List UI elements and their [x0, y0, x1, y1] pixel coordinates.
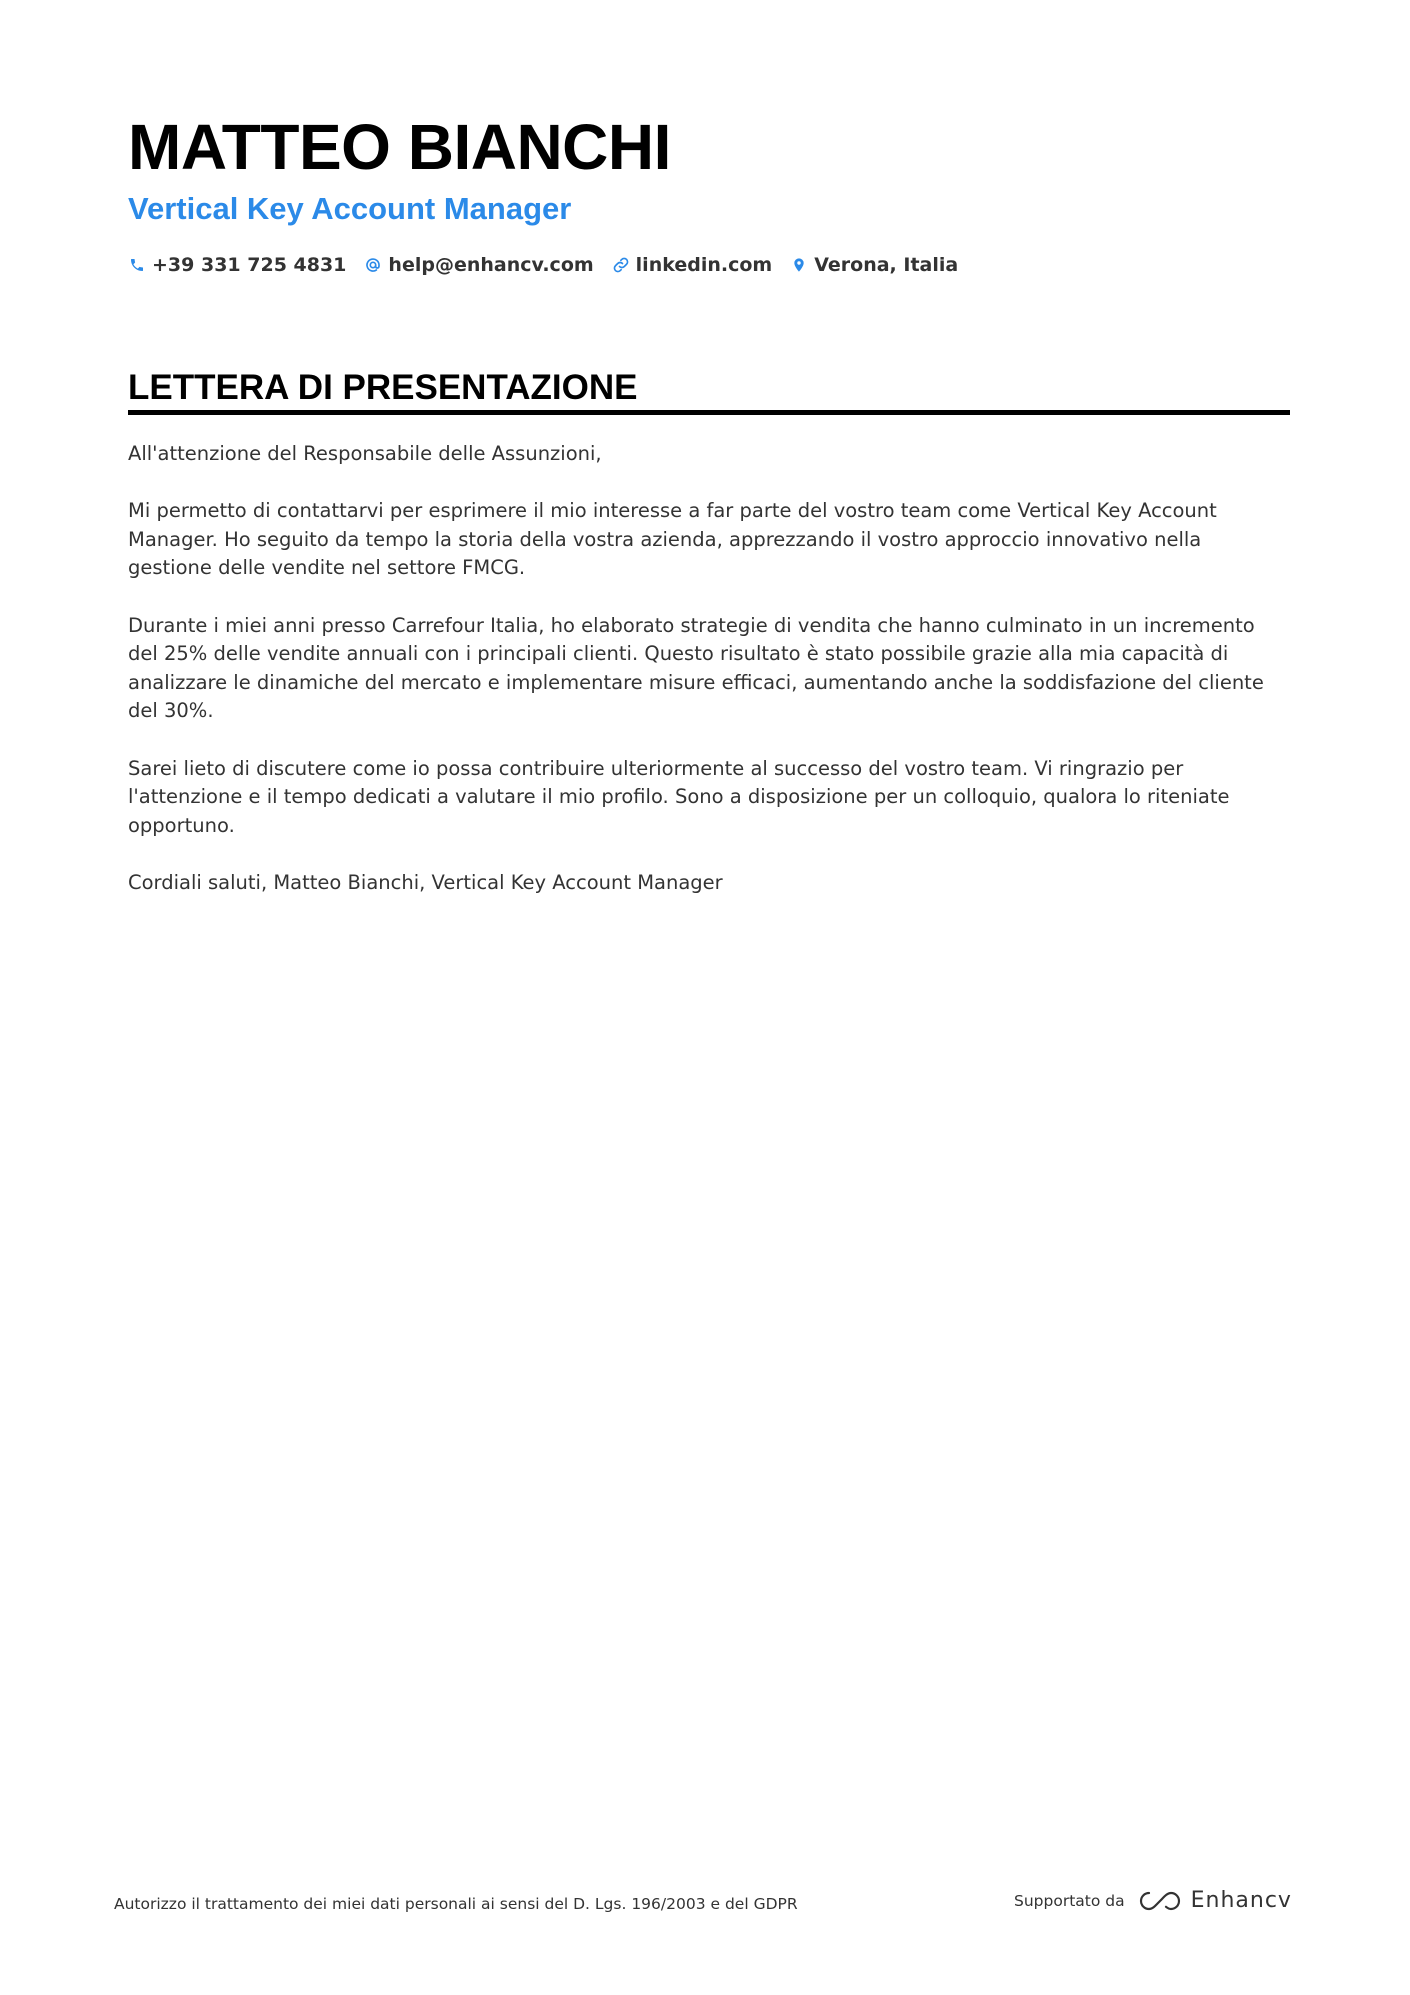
privacy-consent-note: Autorizzo il trattamento dei miei dati personali ai sensi del D. Lgs. 196/2003 e del GDPR: [114, 1895, 798, 1913]
link-icon: [612, 256, 630, 274]
contact-bar: [128, 254, 958, 276]
letter-closing: Cordiali saluti, Matteo Bianchi, Vertical Key Account Manager: [128, 870, 723, 894]
contact-phone: [128, 254, 346, 276]
letter-body: [128, 440, 1290, 926]
contact-linkedin: [612, 254, 773, 276]
powered-by-label: Supportato da: [1014, 1891, 1125, 1910]
infinity-logo-icon: [1137, 1889, 1183, 1913]
enhancv-logo: [1137, 1888, 1292, 1913]
section-title: LETTERA DI PRESENTAZIONE: [128, 368, 638, 407]
linkedin-text: linkedin.com: [635, 254, 773, 276]
contact-location: [790, 254, 958, 276]
at-icon: [364, 256, 382, 274]
letter-paragraph: Sarei lieto di discutere come io possa contribuire ulteriormente al successo del vostro team. Vi ringrazio per l'attenzione e il tempo dedicati a valutare il mio profilo. Sono a disposizione per un colloquio, qualora lo riteniate opportuno.: [128, 756, 1230, 837]
phone-icon: [128, 256, 146, 274]
phone-text: +39 331 725 4831: [152, 254, 347, 276]
letter-paragraph: Mi permetto di contattarvi per esprimere il mio interesse a far parte del vostro team come Vertical Key Account Manager. Ho seguito da tempo la storia della vostra azienda, apprezzando il vostro approccio innovativo nella gestione delle vendite nel settore FMCG.: [128, 499, 1217, 580]
location-pin-icon: [790, 256, 808, 274]
letter-greeting: All'attenzione del Responsabile delle Assunzioni,: [128, 442, 602, 465]
candidate-role: Vertical Key Account Manager: [128, 191, 572, 226]
powered-by-badge: [1014, 1888, 1292, 1913]
section-divider: [128, 410, 1290, 415]
candidate-name: MATTEO BIANCHI: [128, 111, 671, 183]
letter-paragraph: Durante i miei anni presso Carrefour Italia, ho elaborato strategie di vendita che hanno culminato in un incremento del 25% delle vendite annuali con i principali clienti. Questo risultato è stato possibile grazie alla mia capacità di analizzare le dinamiche del mercato e implementare misure efficaci, aumentando anche la soddisfazione del cliente del 30%.: [128, 613, 1264, 723]
contact-email: [364, 254, 593, 276]
brand-name: Enhancv: [1190, 1888, 1292, 1913]
location-text: Verona, Italia: [814, 254, 959, 276]
email-text: help@enhancv.com: [388, 254, 594, 276]
